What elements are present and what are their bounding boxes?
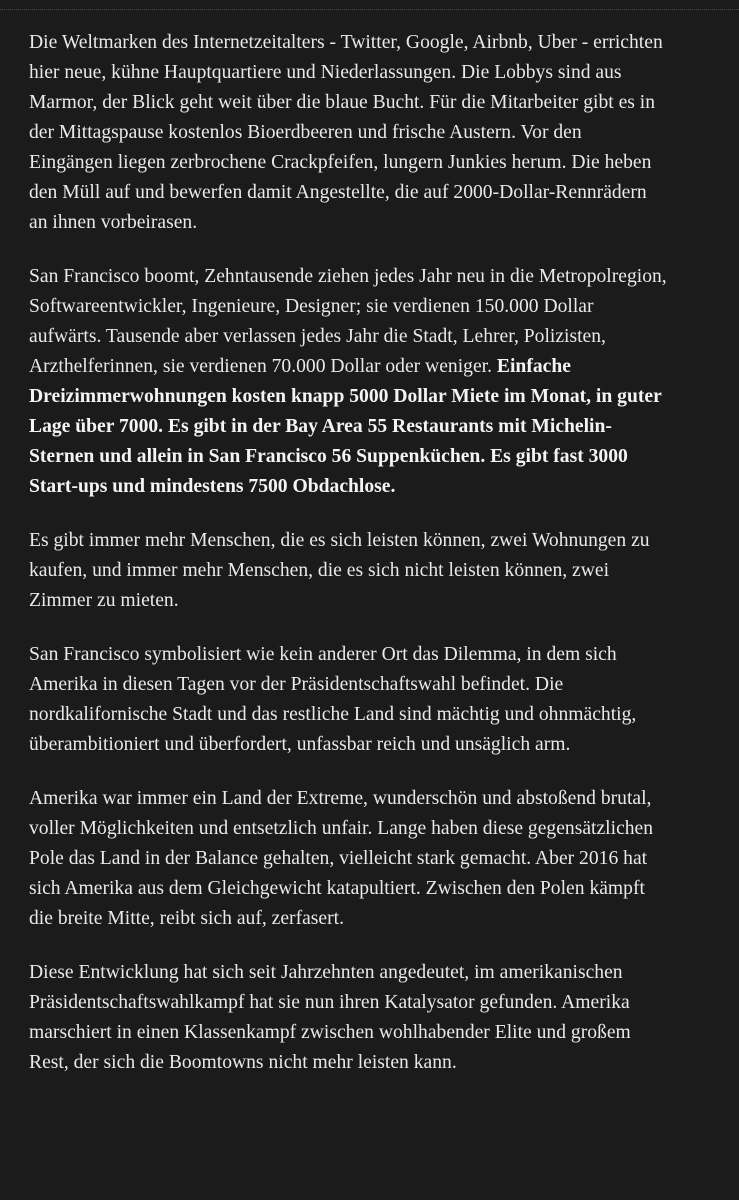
paragraph-2 (29, 262, 669, 502)
paragraph-6 (29, 958, 669, 1078)
paragraph-5 (29, 784, 669, 934)
paragraph-4-text: San Francisco symbolisiert wie kein anderer Ort das Dilemma, in dem sich Amerika in diesen Tagen vor der Präsidentschaftswahl befindet. Die nordkalifornische Stadt und das restliche Land sind mächtig und ohnmächtig, überambitioniert und überfordert, unfassbar reich und unsäglich arm. (29, 644, 637, 755)
article-body (29, 28, 669, 1102)
paragraph-1-text: Die Weltmarken des Internetzeitalters - Twitter, Google, Airbnb, Uber - errichten hier neue, kühne Hauptquartiere und Niederlassungen. Die Lobbys sind aus Marmor, der Blick geht weit über die blaue Bucht. Für die Mitarbeiter gibt es in der Mittagspause kostenlos Bioerdbeeren und frische Austern. Vor den Eingängen liegen zerbrochene Crackpfeifen, lungern Junkies herum. Die heben den Müll auf und bewerfen damit Angestellte, die auf 2000-Dollar-Rennrädern an ihnen vorbeirasen. (29, 32, 663, 233)
top-divider (0, 9, 739, 10)
paragraph-2-text: San Francisco boomt, Zehntausende ziehen jedes Jahr neu in die Metropolregion, Softwareentwickler, Ingenieure, Designer; sie verdienen 150.000 Dollar aufwärts. Tausende aber verlassen jedes Jahr die Stadt, Lehrer, Polizisten, Arzthelferinnen, sie verdienen 70.000 Dollar oder weniger. (29, 266, 667, 377)
paragraph-1 (29, 28, 669, 238)
paragraph-3 (29, 526, 669, 616)
paragraph-4 (29, 640, 669, 760)
paragraph-5-text: Amerika war immer ein Land der Extreme, wunderschön und abstoßend brutal, voller Möglichkeiten und entsetzlich unfair. Lange haben diese gegensätzlichen Pole das Land in der Balance gehalten, vielleicht stark gemacht. Aber 2016 hat sich Amerika aus dem Gleichgewicht katapultiert. Zwischen den Polen kämpft die breite Mitte, reibt sich auf, zerfasert. (29, 788, 654, 929)
paragraph-6-text: Diese Entwicklung hat sich seit Jahrzehnten angedeutet, im amerikanischen Präsidentschaftswahlkampf hat sie nun ihren Katalysator gefunden. Amerika marschiert in einen Klassenkampf zwischen wohlhabender Elite und großem Rest, der sich die Boomtowns nicht mehr leisten kann. (29, 962, 631, 1073)
paragraph-2-bold-text: Einfache Dreizimmerwohnungen kosten knapp 5000 Dollar Miete im Monat, in guter Lage über 7000. Es gibt in der Bay Area 55 Restaurants mit Michelin-Sternen und allein in San Francisco 56 Suppenküchen. Es gibt fast 3000 Start-ups und mindestens 7500 Obdachlose. (29, 356, 662, 497)
paragraph-3-text: Es gibt immer mehr Menschen, die es sich leisten können, zwei Wohnungen zu kaufen, und immer mehr Menschen, die es sich nicht leisten können, zwei Zimmer zu mieten. (29, 530, 650, 611)
